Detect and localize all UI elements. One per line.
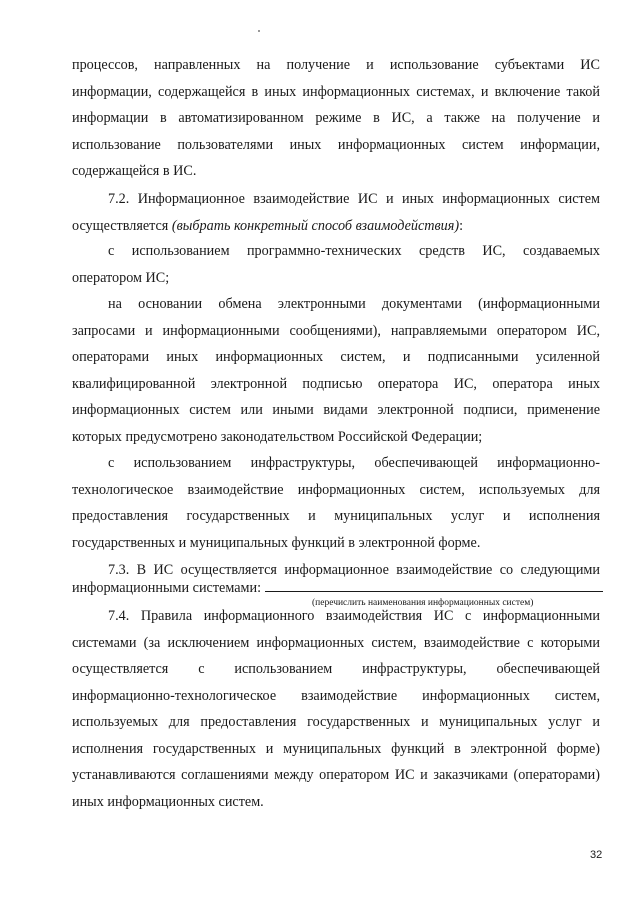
line-end: : [459,217,464,234]
text-line: 7.2. Информационное взаимодействие ИС и иных информационных систем [108,191,600,207]
paragraph-7-2 [72,186,600,239]
text-line: информационно-технологическое взаимодействие информационных систем, [72,687,600,704]
blank-fill-line [265,590,603,592]
paragraph-7-4 [72,603,600,815]
text-line [72,213,600,240]
text-line: на основании обмена электронными документами (информационными [108,296,600,312]
text-line: оператором ИС; [72,269,170,286]
text-line: технологическое взаимодействие информационных систем, используемых для [72,481,600,498]
fill-line-caption: (перечислить наименования информационных систем) [312,598,534,608]
text-line: с использованием инфраструктуры, обеспечивающей информационно- [108,455,600,471]
text-line: осуществляется с использованием инфраструктуры, обеспечивающей [72,661,600,677]
text-line: иных информационных систем. [72,793,264,810]
text-line: используемых для предоставления государственных и муниципальных услуг и [72,714,600,730]
text-line: использование пользователями иных информационных систем информации, [72,136,600,153]
paragraph-continuation [72,52,600,185]
text-line: запросами и информационными сообщениями), направляемыми оператором ИС, [72,322,600,339]
text-line: содержащейся в ИС. [72,163,197,179]
text-line [72,579,600,597]
text-line: с использованием программно-технических средств ИС, создаваемых [108,243,600,259]
text-line: 7.4. Правила информационного взаимодействия ИС с информационными [108,608,600,624]
text-line: устанавливаются соглашениями между оператором ИС и заказчиками (операторами) [72,767,600,783]
text-line: государственных и муниципальных функций в электронной форме. [72,534,481,551]
text-line: предоставления государственных и муниципальных услуг и исполнения [72,508,600,524]
option-electronic-documents [72,291,600,450]
option-software-tools [72,238,600,291]
text-line: квалифицированной электронной подписью оператора ИС, оператора иных [72,375,600,392]
page-number: 32 [590,849,603,861]
line-text: осуществляется [72,217,172,234]
text-line: 7.3. В ИС осуществляется информационное взаимодействие со следующими [108,562,600,578]
option-infrastructure [72,450,600,556]
text-line: операторами иных информационных систем, и подписанными усиленной [72,349,600,365]
line-text: информационными системами: [72,580,262,596]
text-line: информации, содержащейся в иных информационных системах, и включение такой [72,83,600,100]
text-line: информации в автоматизированном режиме в ИС, а также на получение и [72,110,600,126]
paragraph-7-3 [72,561,600,597]
text-line: которых предусмотрено законодательством Российской Федерации; [72,428,483,445]
text-line: процессов, направленных на получение и использование субъектами ИС [72,57,600,73]
text-line: исполнения государственных и муниципальных функций в электронной форме) [72,740,600,757]
scan-speck [258,30,260,32]
text-line: системами (за исключением информационных систем, взаимодействие с которыми [72,634,600,651]
italic-instruction: (выбрать конкретный способ взаимодействия) [171,217,460,234]
text-line: информационных систем или иными видами электронной подписи, применение [72,402,600,418]
